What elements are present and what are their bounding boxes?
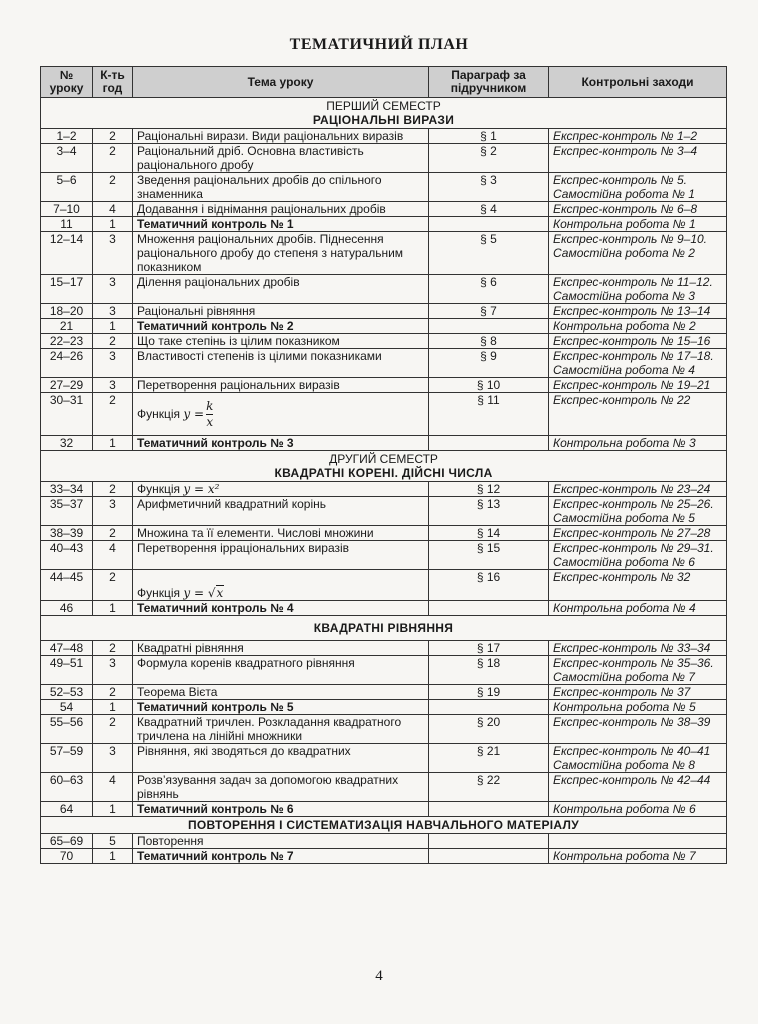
hours: 5 <box>93 834 133 849</box>
table-row <box>41 217 727 232</box>
topic: Раціональні рівняння <box>133 304 429 319</box>
control <box>549 715 727 744</box>
lesson-number: 44–45 <box>41 570 93 601</box>
semester-label: ПЕРШИЙ СЕМЕСТР <box>326 99 441 113</box>
control <box>549 601 727 616</box>
paragraph <box>429 834 549 849</box>
control <box>549 802 727 817</box>
table-row <box>41 849 727 864</box>
control-line: Контрольна робота № 2 <box>553 319 696 333</box>
function-formula <box>183 585 224 600</box>
hours: 3 <box>93 656 133 685</box>
lesson-number: 52–53 <box>41 685 93 700</box>
control <box>549 570 727 601</box>
sqrt-icon: √ <box>207 586 216 600</box>
lesson-number: 54 <box>41 700 93 715</box>
paragraph: § 7 <box>429 304 549 319</box>
table-row <box>41 715 727 744</box>
paragraph: § 22 <box>429 773 549 802</box>
hours: 2 <box>93 482 133 497</box>
section-title: КВАДРАТНІ КОРЕНІ. ДІЙСНІ ЧИСЛА <box>274 466 493 480</box>
hours: 3 <box>93 744 133 773</box>
thematic-plan-table <box>40 66 727 864</box>
paragraph <box>429 217 549 232</box>
control-line: Самостійна робота № 8 <box>553 758 695 772</box>
control-line: Експрес-контроль № 35–36. <box>553 656 714 670</box>
control <box>549 304 727 319</box>
paragraph <box>429 319 549 334</box>
table-row <box>41 570 727 601</box>
section-header <box>41 451 727 482</box>
topic: Додавання і віднімання раціональних дробів <box>133 202 429 217</box>
section-title: ПОВТОРЕННЯ І СИСТЕМАТИЗАЦІЯ НАВЧАЛЬНОГО МАТЕРІАЛУ <box>187 818 580 832</box>
paragraph: § 11 <box>429 393 549 436</box>
topic: Властивості степенів із цілими показниками <box>133 349 429 378</box>
lesson-number: 11 <box>41 217 93 232</box>
hours: 3 <box>93 349 133 378</box>
control-line: Експрес-контроль № 5. <box>553 173 687 187</box>
paragraph: § 17 <box>429 641 549 656</box>
control-line: Контрольна робота № 6 <box>553 802 696 816</box>
fraction <box>206 399 213 430</box>
hours: 1 <box>93 849 133 864</box>
control <box>549 773 727 802</box>
header-paragraph: Параграф за підручником <box>429 67 549 98</box>
table-row <box>41 232 727 275</box>
control-line: Експрес-контроль № 32 <box>553 570 691 584</box>
table-row <box>41 275 727 304</box>
control <box>549 541 727 570</box>
control-line: Експрес-контроль № 3–4 <box>553 144 697 158</box>
table-row <box>41 202 727 217</box>
paragraph: § 5 <box>429 232 549 275</box>
paragraph: § 16 <box>429 570 549 601</box>
control <box>549 849 727 864</box>
control <box>549 275 727 304</box>
hours: 1 <box>93 436 133 451</box>
section-title: КВАДРАТНІ РІВНЯННЯ <box>313 621 454 635</box>
hours: 2 <box>93 334 133 349</box>
lesson-number: 22–23 <box>41 334 93 349</box>
control-line: Експрес-контроль № 13–14 <box>553 304 711 318</box>
lesson-number: 38–39 <box>41 526 93 541</box>
table-row <box>41 393 727 436</box>
control <box>549 526 727 541</box>
control <box>549 202 727 217</box>
control <box>549 700 727 715</box>
paragraph: § 10 <box>429 378 549 393</box>
hours: 1 <box>93 601 133 616</box>
table-row <box>41 349 727 378</box>
paragraph: § 18 <box>429 656 549 685</box>
topic: Множення раціональних дробів. Піднесення раціонального дробу до степеня з натуральним показником <box>133 232 429 275</box>
section-header <box>41 817 727 834</box>
topic-text: Функція <box>137 406 181 421</box>
control-line: Експрес-контроль № 15–16 <box>553 334 711 348</box>
paragraph: § 13 <box>429 497 549 526</box>
control <box>549 497 727 526</box>
lesson-number: 64 <box>41 802 93 817</box>
hours: 2 <box>93 715 133 744</box>
topic: Квадратний тричлен. Розкладання квадратного тричлена на лінійні множники <box>133 715 429 744</box>
control-line: Самостійна робота № 2 <box>553 246 695 260</box>
control <box>549 173 727 202</box>
paragraph <box>429 802 549 817</box>
paragraph: § 15 <box>429 541 549 570</box>
hours: 2 <box>93 570 133 601</box>
paragraph: § 3 <box>429 173 549 202</box>
topic: Повторення <box>133 834 429 849</box>
lesson-number: 7–10 <box>41 202 93 217</box>
lesson-number: 60–63 <box>41 773 93 802</box>
hours: 4 <box>93 202 133 217</box>
table-row <box>41 526 727 541</box>
hours: 3 <box>93 304 133 319</box>
paragraph: § 14 <box>429 526 549 541</box>
topic-text: Функція <box>137 586 181 600</box>
control <box>549 834 727 849</box>
control <box>549 232 727 275</box>
control-line: Контрольна робота № 5 <box>553 700 696 714</box>
topic: Перетворення ірраціональних виразів <box>133 541 429 570</box>
lesson-number: 35–37 <box>41 497 93 526</box>
hours: 2 <box>93 526 133 541</box>
table-row <box>41 319 727 334</box>
fraction-numerator: k <box>206 398 214 413</box>
control-line: Контрольна робота № 3 <box>553 436 696 450</box>
control-line: Контрольна робота № 7 <box>553 849 696 863</box>
topic-text: Функція <box>137 482 181 496</box>
topic <box>133 570 429 601</box>
table-row <box>41 334 727 349</box>
control-line: Експрес-контроль № 19–21 <box>553 378 711 392</box>
lesson-number: 27–29 <box>41 378 93 393</box>
formula-equals: = <box>194 482 205 496</box>
formula-equals: = <box>194 406 205 421</box>
control-line: Експрес-контроль № 27–28 <box>553 526 711 540</box>
topic: Зведення раціональних дробів до спільного знаменника <box>133 173 429 202</box>
header-topic: Тема уроку <box>133 67 429 98</box>
hours: 4 <box>93 541 133 570</box>
section-title: РАЦІОНАЛЬНІ ВИРАЗИ <box>312 113 455 127</box>
table-row <box>41 700 727 715</box>
lesson-number: 15–17 <box>41 275 93 304</box>
hours: 2 <box>93 144 133 173</box>
lesson-number: 21 <box>41 319 93 334</box>
formula-y: y <box>183 482 191 496</box>
table-row <box>41 656 727 685</box>
lesson-number: 33–34 <box>41 482 93 497</box>
lesson-number: 1–2 <box>41 129 93 144</box>
paragraph: § 8 <box>429 334 549 349</box>
topic: Тематичний контроль № 4 <box>133 601 429 616</box>
control-line: Контрольна робота № 1 <box>553 217 696 231</box>
table-row <box>41 497 727 526</box>
topic: Раціональні вирази. Види раціональних виразів <box>133 129 429 144</box>
control <box>549 641 727 656</box>
table-row <box>41 773 727 802</box>
control-line: Самостійна робота № 5 <box>553 511 695 525</box>
control <box>549 656 727 685</box>
function-formula <box>183 398 214 429</box>
hours: 2 <box>93 393 133 436</box>
control-line: Експрес-контроль № 1–2 <box>553 129 697 143</box>
table-row <box>41 744 727 773</box>
hours: 3 <box>93 275 133 304</box>
header-control: Контрольні заходи <box>549 67 727 98</box>
paragraph: § 19 <box>429 685 549 700</box>
lesson-number: 3–4 <box>41 144 93 173</box>
control-line: Експрес-контроль № 6–8 <box>553 202 697 216</box>
topic: Що таке степінь із цілим показником <box>133 334 429 349</box>
control-line: Експрес-контроль № 9–10. <box>553 232 708 246</box>
control-line: Самостійна робота № 1 <box>553 187 695 201</box>
paragraph: § 21 <box>429 744 549 773</box>
topic: Розв’язування задач за допомогою квадратних рівнянь <box>133 773 429 802</box>
control <box>549 685 727 700</box>
hours: 4 <box>93 773 133 802</box>
paragraph <box>429 700 549 715</box>
control-line: Експрес-контроль № 42–44 <box>553 773 711 787</box>
hours: 2 <box>93 685 133 700</box>
lesson-number: 18–20 <box>41 304 93 319</box>
topic: Множина та її елементи. Числові множини <box>133 526 429 541</box>
table-row <box>41 378 727 393</box>
control <box>549 436 727 451</box>
control-line: Самостійна робота № 7 <box>553 670 695 684</box>
table-row <box>41 144 727 173</box>
hours: 2 <box>93 641 133 656</box>
control-line: Самостійна робота № 4 <box>553 363 695 377</box>
function-formula <box>183 482 219 496</box>
lesson-number: 49–51 <box>41 656 93 685</box>
fraction-denominator: x <box>206 414 214 429</box>
table-row <box>41 685 727 700</box>
control <box>549 129 727 144</box>
lesson-number: 5–6 <box>41 173 93 202</box>
formula-y: y <box>183 406 191 421</box>
lesson-number: 57–59 <box>41 744 93 773</box>
topic: Формула коренів квадратного рівняння <box>133 656 429 685</box>
topic: Тематичний контроль № 7 <box>133 849 429 864</box>
lesson-number: 32 <box>41 436 93 451</box>
control-line: Експрес-контроль № 11–12. <box>553 275 713 289</box>
table-row <box>41 129 727 144</box>
lesson-number: 55–56 <box>41 715 93 744</box>
control-line: Самостійна робота № 3 <box>553 289 695 303</box>
table-row <box>41 802 727 817</box>
formula-x-squared: x² <box>207 482 220 496</box>
control <box>549 319 727 334</box>
topic <box>133 482 429 497</box>
topic: Рівняння, які зводяться до квадратних <box>133 744 429 773</box>
table-row <box>41 834 727 849</box>
paragraph: § 2 <box>429 144 549 173</box>
header-hours: К-ть год <box>93 67 133 98</box>
paragraph: § 20 <box>429 715 549 744</box>
topic: Ділення раціональних дробів <box>133 275 429 304</box>
topic: Теорема Вієта <box>133 685 429 700</box>
control-line: Експрес-контроль № 25–26. <box>553 497 714 511</box>
control-line: Експрес-контроль № 40–41 <box>553 744 711 758</box>
paragraph <box>429 601 549 616</box>
control-line: Експрес-контроль № 38–39 <box>553 715 711 729</box>
table-row <box>41 304 727 319</box>
paragraph <box>429 849 549 864</box>
control <box>549 217 727 232</box>
control <box>549 349 727 378</box>
control-line: Самостійна робота № 6 <box>553 555 695 569</box>
header-row <box>41 67 727 98</box>
hours: 3 <box>93 378 133 393</box>
topic: Квадратні рівняння <box>133 641 429 656</box>
page-title: ТЕМАТИЧНИЙ ПЛАН <box>289 36 469 53</box>
control <box>549 334 727 349</box>
formula-y: y <box>183 586 191 600</box>
control-line: Контрольна робота № 4 <box>553 601 696 615</box>
control-line: Експрес-контроль № 17–18. <box>553 349 714 363</box>
lesson-number: 46 <box>41 601 93 616</box>
control-line: Експрес-контроль № 37 <box>553 685 691 699</box>
semester-label: ДРУГИЙ СЕМЕСТР <box>329 452 438 466</box>
lesson-number: 47–48 <box>41 641 93 656</box>
control <box>549 744 727 773</box>
section-header <box>41 616 727 641</box>
lesson-number: 30–31 <box>41 393 93 436</box>
control <box>549 144 727 173</box>
hours: 1 <box>93 700 133 715</box>
control-line: Експрес-контроль № 29–31. <box>553 541 714 555</box>
paragraph: § 12 <box>429 482 549 497</box>
control <box>549 378 727 393</box>
control <box>549 393 727 436</box>
control-line: Експрес-контроль № 23–24 <box>553 482 711 496</box>
hours: 1 <box>93 802 133 817</box>
topic: Раціональний дріб. Основна властивість раціонального дробу <box>133 144 429 173</box>
topic: Тематичний контроль № 5 <box>133 700 429 715</box>
table-row <box>41 436 727 451</box>
paragraph <box>429 436 549 451</box>
table-row <box>41 641 727 656</box>
lesson-number: 24–26 <box>41 349 93 378</box>
topic: Перетворення раціональних виразів <box>133 378 429 393</box>
paragraph: § 9 <box>429 349 549 378</box>
sqrt-argument: x <box>216 586 224 600</box>
hours: 2 <box>93 173 133 202</box>
hours: 2 <box>93 129 133 144</box>
section-header <box>41 98 727 129</box>
topic: Тематичний контроль № 3 <box>133 436 429 451</box>
lesson-number: 70 <box>41 849 93 864</box>
paragraph: § 4 <box>429 202 549 217</box>
topic: Тематичний контроль № 1 <box>133 217 429 232</box>
hours: 3 <box>93 497 133 526</box>
table-row <box>41 541 727 570</box>
page-number: 4 <box>375 968 383 984</box>
paragraph: § 6 <box>429 275 549 304</box>
lesson-number: 40–43 <box>41 541 93 570</box>
hours: 3 <box>93 232 133 275</box>
control-line: Експрес-контроль № 22 <box>553 393 691 407</box>
hours: 1 <box>93 319 133 334</box>
formula-equals: = <box>194 586 205 600</box>
lesson-number: 65–69 <box>41 834 93 849</box>
table-row <box>41 173 727 202</box>
topic: Тематичний контроль № 6 <box>133 802 429 817</box>
topic: Тематичний контроль № 2 <box>133 319 429 334</box>
lesson-number: 12–14 <box>41 232 93 275</box>
hours: 1 <box>93 217 133 232</box>
paragraph: § 1 <box>429 129 549 144</box>
topic: Арифметичний квадратний корінь <box>133 497 429 526</box>
control <box>549 482 727 497</box>
table-row <box>41 601 727 616</box>
header-lesson-number: № уроку <box>41 67 93 98</box>
table-row <box>41 482 727 497</box>
control-line: Експрес-контроль № 33–34 <box>553 641 711 655</box>
topic <box>133 393 429 436</box>
